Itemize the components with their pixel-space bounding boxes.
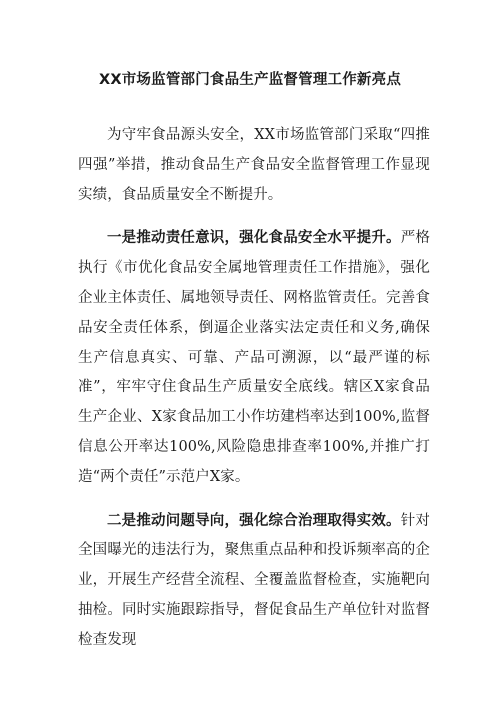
section-body-1: 严格执行《市优化食品安全属地管理责任工作措施》，强化企业主体责任、属地领导责任、网格监管责任。完善食品安全责任体系，倒逼企业落实法定责任和义务,确保生产信息真实、可靠、产品可溯源，以“最严谨的标准”，牢牢守住食品生产质量安全底线。辖区X家食品生产企业、X家食品加工小作坊建档率达到100%,监督信息公开率达100%,风险隐患排查率100%,并推广打造“两个责任”示范户X家。: [78, 230, 431, 485]
document-title: XX市场监管部门食品生产监督管理工作新亮点: [98, 72, 402, 88]
section-lead-2: 二是推动问题导向，强化综合治理取得实效。: [107, 512, 401, 529]
intro-paragraph: 为守牢食品源头安全，XX市场监管部门采取“四推四强”举措，推动食品生产食品安全监督管理工作显现实绩，食品质量安全不断提升。: [78, 127, 430, 203]
section-lead-1: 一是推动责任意识，强化食品安全水平提升。: [107, 230, 401, 247]
section-paragraph-1: [78, 224, 430, 492]
section-paragraph-2: [78, 507, 430, 656]
section-body-2: 针对全国曝光的违法行为，聚焦重点品种和投诉频率高的企业，开展生产经营全流程、全覆盖监督检查，实施靶向抽检。同时实施跟踪指导，督促食品生产单位针对监督检查发现: [78, 512, 431, 648]
document-body: [78, 121, 430, 670]
